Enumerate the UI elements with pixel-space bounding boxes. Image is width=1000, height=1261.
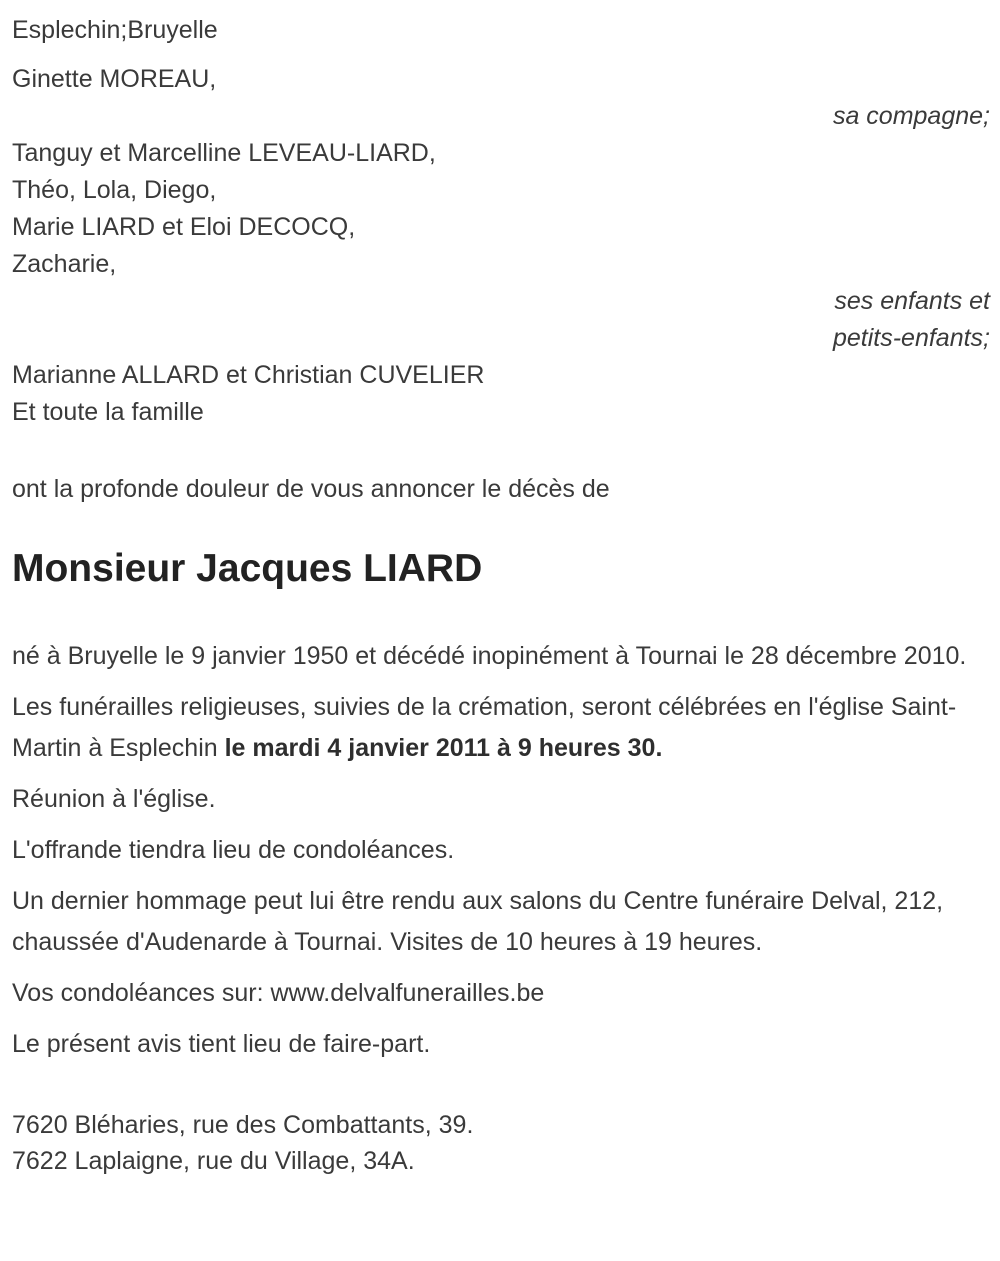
children-line: Zacharie, <box>12 250 117 278</box>
relation-children-line-1: ses enfants et <box>834 287 990 315</box>
announcement-line: ont la profonde douleur de vous annoncer le décès de <box>12 475 610 503</box>
deceased-name-heading: Monsieur Jacques LIARD <box>12 547 483 590</box>
addresses-block <box>12 1107 990 1179</box>
address-line-1: 7620 Bléharies, rue des Combattants, 39. <box>12 1111 474 1139</box>
offering-paragraph: L'offrande tiendra lieu de condoléances. <box>12 836 455 864</box>
children-line: Théo, Lola, Diego, <box>12 176 217 204</box>
condolences-url: www.delvalfunerailles.be <box>270 979 545 1007</box>
funeral-paragraph <box>12 687 990 769</box>
funeral-datetime: le mardi 4 janvier 2011 à 9 heures 30. <box>224 734 663 762</box>
family-line-1: Marianne ALLARD et Christian CUVELIER <box>12 361 485 389</box>
funeral-text: Les funérailles religieuses, suivies de la crémation, seront célébrées en l'église Saint-Martin à Esplechin <box>12 693 957 762</box>
condolences-paragraph <box>12 973 990 1014</box>
spacer <box>12 49 990 61</box>
location-line: Esplechin;Bruyelle <box>12 16 218 44</box>
relation-children-line-2: petits-enfants; <box>832 324 990 352</box>
address-line-2: 7622 Laplaigne, rue du Village, 34A. <box>12 1147 415 1175</box>
children-line: Marie LIARD et Eloi DECOCQ, <box>12 213 356 241</box>
meeting-paragraph: Réunion à l'église. <box>12 785 216 813</box>
relation-partner: sa compagne; <box>832 102 990 130</box>
birth-death-paragraph: né à Bruyelle le 9 janvier 1950 et décédé inopinément à Tournai le 28 décembre 2010. <box>12 642 967 670</box>
notice-paragraph: Le présent avis tient lieu de faire-part. <box>12 1030 431 1058</box>
condolences-label: Vos condoléances sur: <box>12 979 271 1007</box>
children-line: Tanguy et Marcelline LEVEAU-LIARD, <box>12 139 436 167</box>
partner-name: Ginette MOREAU, <box>12 65 217 93</box>
family-line-2: Et toute la famille <box>12 398 204 426</box>
tribute-paragraph: Un dernier hommage peut lui être rendu aux salons du Centre funéraire Delval, 212, chaussée d'Audenarde à Tournai. Visites de 10 heures à 19 heures. <box>12 887 944 956</box>
